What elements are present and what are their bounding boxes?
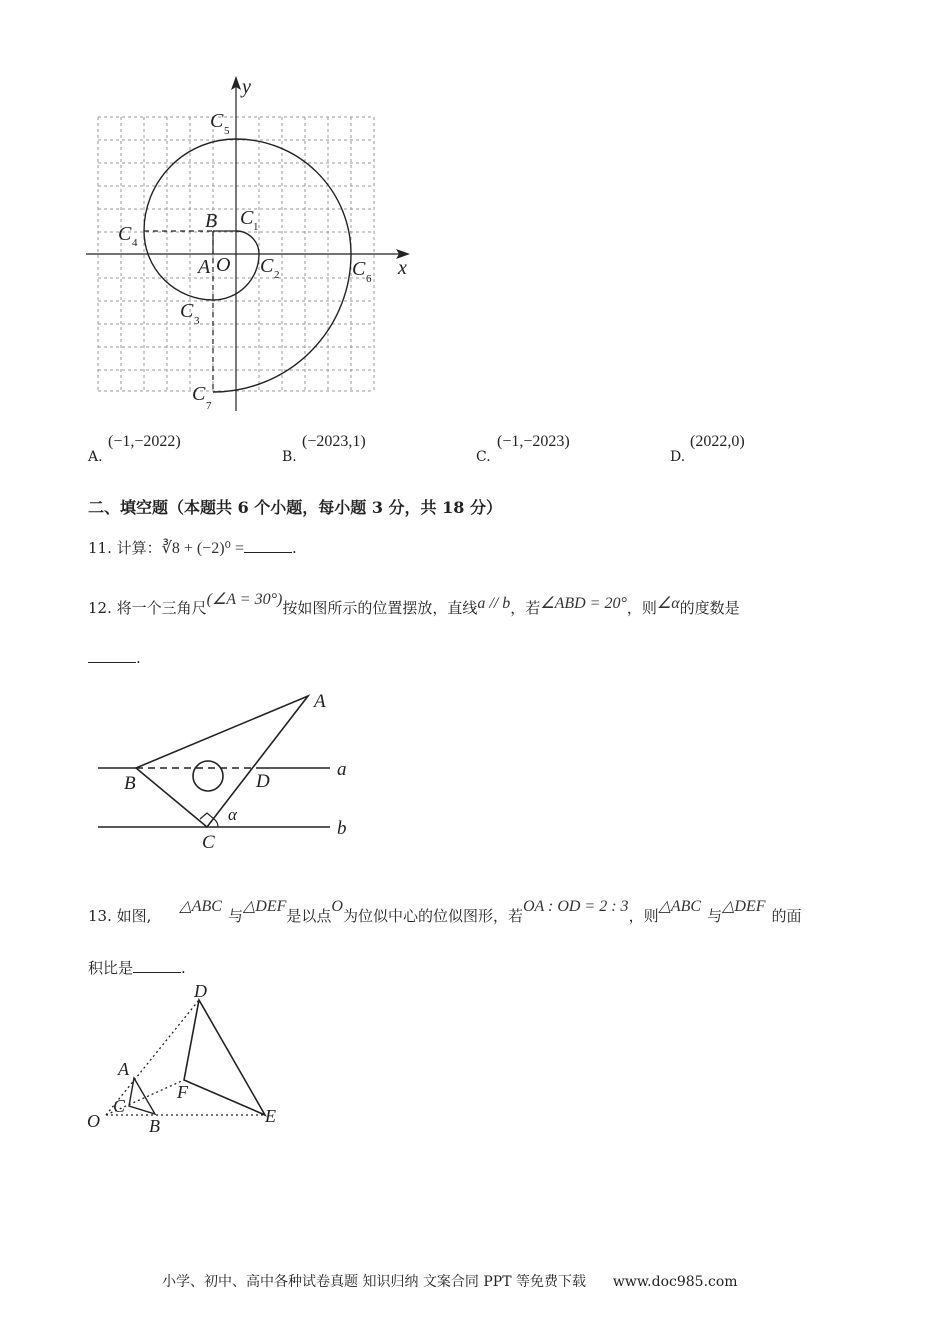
fig13-label-B: B: [149, 1116, 160, 1136]
label-C2: C: [260, 255, 274, 277]
q12-condition: (∠A = 30°): [206, 591, 283, 608]
q12-number: 12. 将一个三角尺: [88, 599, 207, 617]
question-12: 12. 将一个三角尺(∠A = 30°)按如图所示的位置摆放，直线a // b，若∠ABD = 20°，则∠α的度数是: [88, 591, 740, 617]
label-O: O: [216, 254, 231, 276]
label-C3: C: [180, 300, 194, 322]
fig12-label-alpha: α: [228, 805, 237, 824]
homothety-figure: [0, 975, 320, 1140]
q13-answer-blank: [133, 958, 181, 973]
fig13-label-D: D: [194, 981, 207, 1001]
q11-number: 11. 计算：: [88, 539, 162, 557]
triangle-figure: [0, 680, 380, 860]
triangle-abc: [129, 1078, 155, 1114]
fig12-label-a: a: [337, 759, 347, 780]
spiral-figure: [0, 0, 450, 430]
label-C4: C: [118, 223, 132, 245]
footer-text: 小学、初中、高中各种试卷真题 知识归纳 文案合同 PPT 等免费下载: [162, 1274, 586, 1290]
svg-text:1: 1: [253, 221, 259, 233]
svg-text:4: 4: [132, 237, 138, 249]
right-angle-mark: [200, 813, 214, 819]
q12-alpha: ∠α: [656, 595, 680, 612]
q11-expression: ∛8 + (−2)⁰ =: [161, 540, 244, 557]
triangle-def: [184, 1000, 265, 1115]
svg-text:2: 2: [274, 269, 280, 281]
q13-point-o: O: [331, 898, 343, 915]
q13-triangle-def-2: △DEF: [722, 898, 766, 915]
fig13-label-A: A: [118, 1059, 129, 1079]
spiral-curve: [144, 139, 351, 392]
q12-answer-blank: [88, 648, 136, 663]
set-square: [136, 696, 308, 827]
fig13-label-E: E: [265, 1106, 276, 1126]
q12-angle: ∠ABD = 20°: [540, 595, 627, 612]
fig13-label-O: O: [87, 1111, 100, 1131]
label-C5: C: [210, 110, 224, 132]
question-13: 13. 如图,△ABC与△DEF是以点O为位似中心的位似图形，若OA : OD = 2 : 3，则△ABC与△DEF的面: [88, 898, 802, 925]
label-C1: C: [240, 207, 254, 229]
label-A: A: [198, 256, 211, 278]
svg-text:3: 3: [194, 315, 200, 327]
fig13-label-F: F: [177, 1082, 188, 1102]
section-heading: 二、填空题（本题共 6 个小题，每小题 3 分，共 18 分）: [88, 498, 502, 517]
fig12-label-C: C: [202, 832, 215, 853]
alpha-arc: [214, 819, 218, 827]
q13-triangle-abc-2: △ABC: [658, 898, 702, 915]
label-C7: C: [192, 383, 206, 405]
svg-text:5: 5: [224, 125, 230, 137]
label-y: y: [242, 76, 251, 98]
footer-url[interactable]: www.doc985.com: [612, 1274, 738, 1290]
fig12-label-D: D: [256, 771, 270, 792]
fig12-label-A: A: [314, 691, 326, 712]
question-11: 11. 计算：∛8 + (−2)⁰ = .: [88, 539, 297, 557]
q13-triangle-abc: △ABC: [179, 898, 222, 915]
label-x: x: [398, 257, 407, 279]
svg-text:6: 6: [366, 273, 372, 285]
q13-answer-line: 积比是 .: [88, 959, 186, 977]
set-square-hole: [193, 761, 223, 791]
fig13-label-C: C: [113, 1096, 126, 1116]
q13-number: 13. 如图,: [88, 907, 152, 925]
dashed-guides: [144, 231, 213, 391]
q13-triangle-def: △DEF: [242, 898, 287, 915]
q12-parallel: a // b: [477, 595, 511, 612]
q13-ratio: OA : OD = 2 : 3: [522, 898, 629, 915]
fig12-label-B: B: [124, 773, 136, 794]
q11-answer-blank: [244, 538, 292, 553]
fig12-label-b: b: [337, 818, 347, 839]
label-C6: C: [352, 258, 366, 280]
q12-answer-line: .: [88, 648, 141, 667]
label-B: B: [205, 210, 218, 232]
footer: [162, 1271, 738, 1291]
svg-text:7: 7: [206, 400, 212, 412]
